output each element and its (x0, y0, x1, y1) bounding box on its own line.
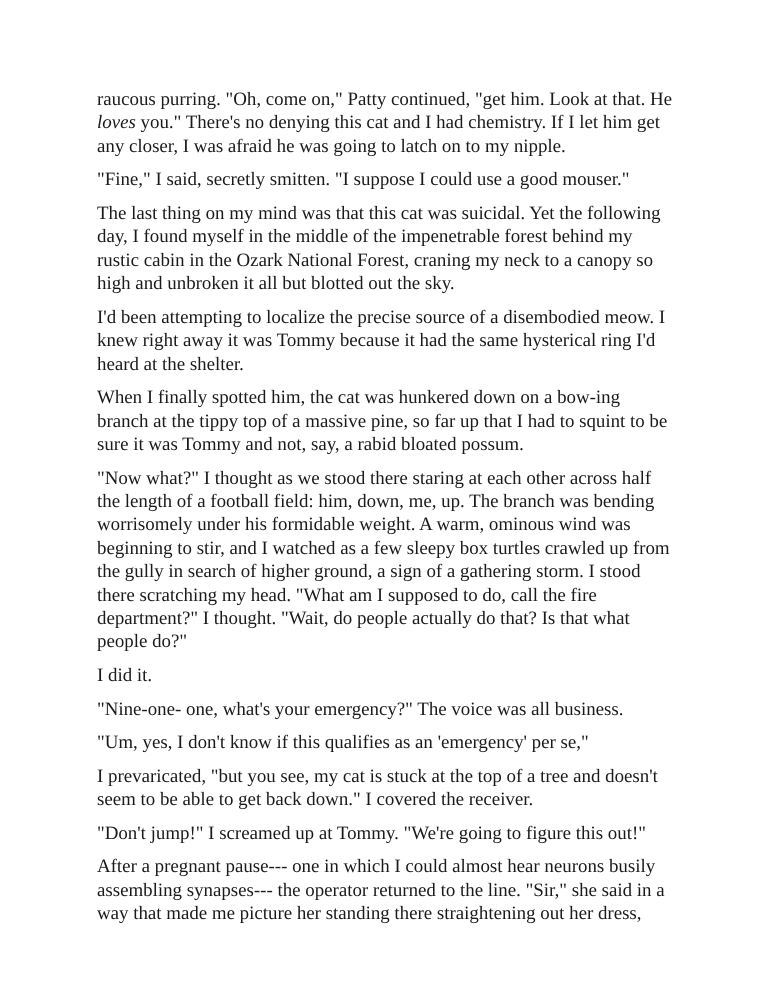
text-line: I prevaricated, "but you see, my cat is stuck at the top of a tree and doesn't (97, 765, 658, 787)
paragraph (97, 202, 687, 296)
text-line: "Don't jump!" I screamed up at Tommy. "We're going to figure this out!" (97, 822, 646, 844)
paragraph (97, 822, 687, 845)
text-line: beginning to stir, and I watched as a few sleepy box turtles crawled up from (97, 537, 670, 559)
text-line: any closer, I was afraid he was going to latch on to my nipple. (97, 135, 566, 157)
text-line: "Um, yes, I don't know if this qualifies as an 'emergency' per se," (97, 732, 589, 754)
text-line: sure it was Tommy and not, say, a rabid bloated possum. (97, 434, 524, 456)
text-line: raucous purring. "Oh, come on," Patty continued, "get him. Look at that. He (97, 89, 673, 110)
paragraph (97, 698, 687, 721)
text-line-rest: you." There's no denying this cat and I had chemistry. If I let him get (135, 112, 661, 134)
text-line: branch at the tippy top of a massive pine, so far up that I had to squint to be (97, 410, 668, 432)
text-line: assembling synapses--- the operator returned to the line. "Sir," she said in a (97, 879, 665, 901)
book-page (97, 88, 687, 936)
text-line: there scratching my head. "What am I supposed to do, call the fire (97, 584, 597, 606)
text-line: high and unbroken it all but blotted out the sky. (97, 273, 455, 295)
paragraph (97, 855, 687, 925)
text-line: seem to be able to get back down." I covered the receiver. (97, 789, 534, 811)
text-line: The last thing on my mind was that this cat was suicidal. Yet the following (97, 203, 661, 224)
paragraph (97, 765, 687, 812)
text-line: After a pregnant pause--- one in which I could almost hear neurons busily (97, 856, 656, 878)
text-line: day, I found myself in the middle of the impenetrable forest behind my (97, 226, 633, 248)
emphasis-text: loves (97, 112, 136, 134)
text-line: "Fine," I said, secretly smitten. "I suppose I could use a good mouser." (97, 169, 630, 191)
text-line: department?" I thought. "Wait, do people actually do that? Is that what (97, 608, 630, 630)
paragraph (97, 664, 687, 687)
text-line: the gully in search of higher ground, a sign of a gathering storm. I stood (97, 561, 641, 583)
text-line: rustic cabin in the Ozark National Forest, craning my neck to a canopy so (97, 249, 654, 271)
text-line: people do?" (97, 631, 188, 653)
text-line: worrisomely under his formidable weight. A warm, ominous wind was (97, 514, 631, 536)
text-line: I did it. (97, 665, 153, 687)
text-line: heard at the shelter. (97, 353, 244, 375)
paragraph (97, 731, 687, 754)
paragraph (97, 168, 687, 191)
paragraph (97, 306, 687, 376)
text-line: When I finally spotted him, the cat was hunkered down on a bow-ing (97, 387, 621, 409)
text-line: "Now what?" I thought as we stood there staring at each other across half (97, 467, 652, 489)
text-line: the length of a football field: him, down, me, up. The branch was bending (97, 491, 655, 513)
paragraph (97, 467, 687, 654)
text-line: way that made me picture her standing there straightening out her dress, (97, 903, 642, 925)
text-line: I'd been attempting to localize the precise source of a disembodied meow. I (97, 306, 666, 328)
paragraph (97, 386, 687, 456)
text-line: "Nine-one- one, what's your emergency?" The voice was all business. (97, 698, 624, 720)
paragraph (97, 88, 687, 158)
text-line: knew right away it was Tommy because it had the same hysterical ring I'd (97, 330, 656, 352)
text-line (97, 111, 687, 134)
